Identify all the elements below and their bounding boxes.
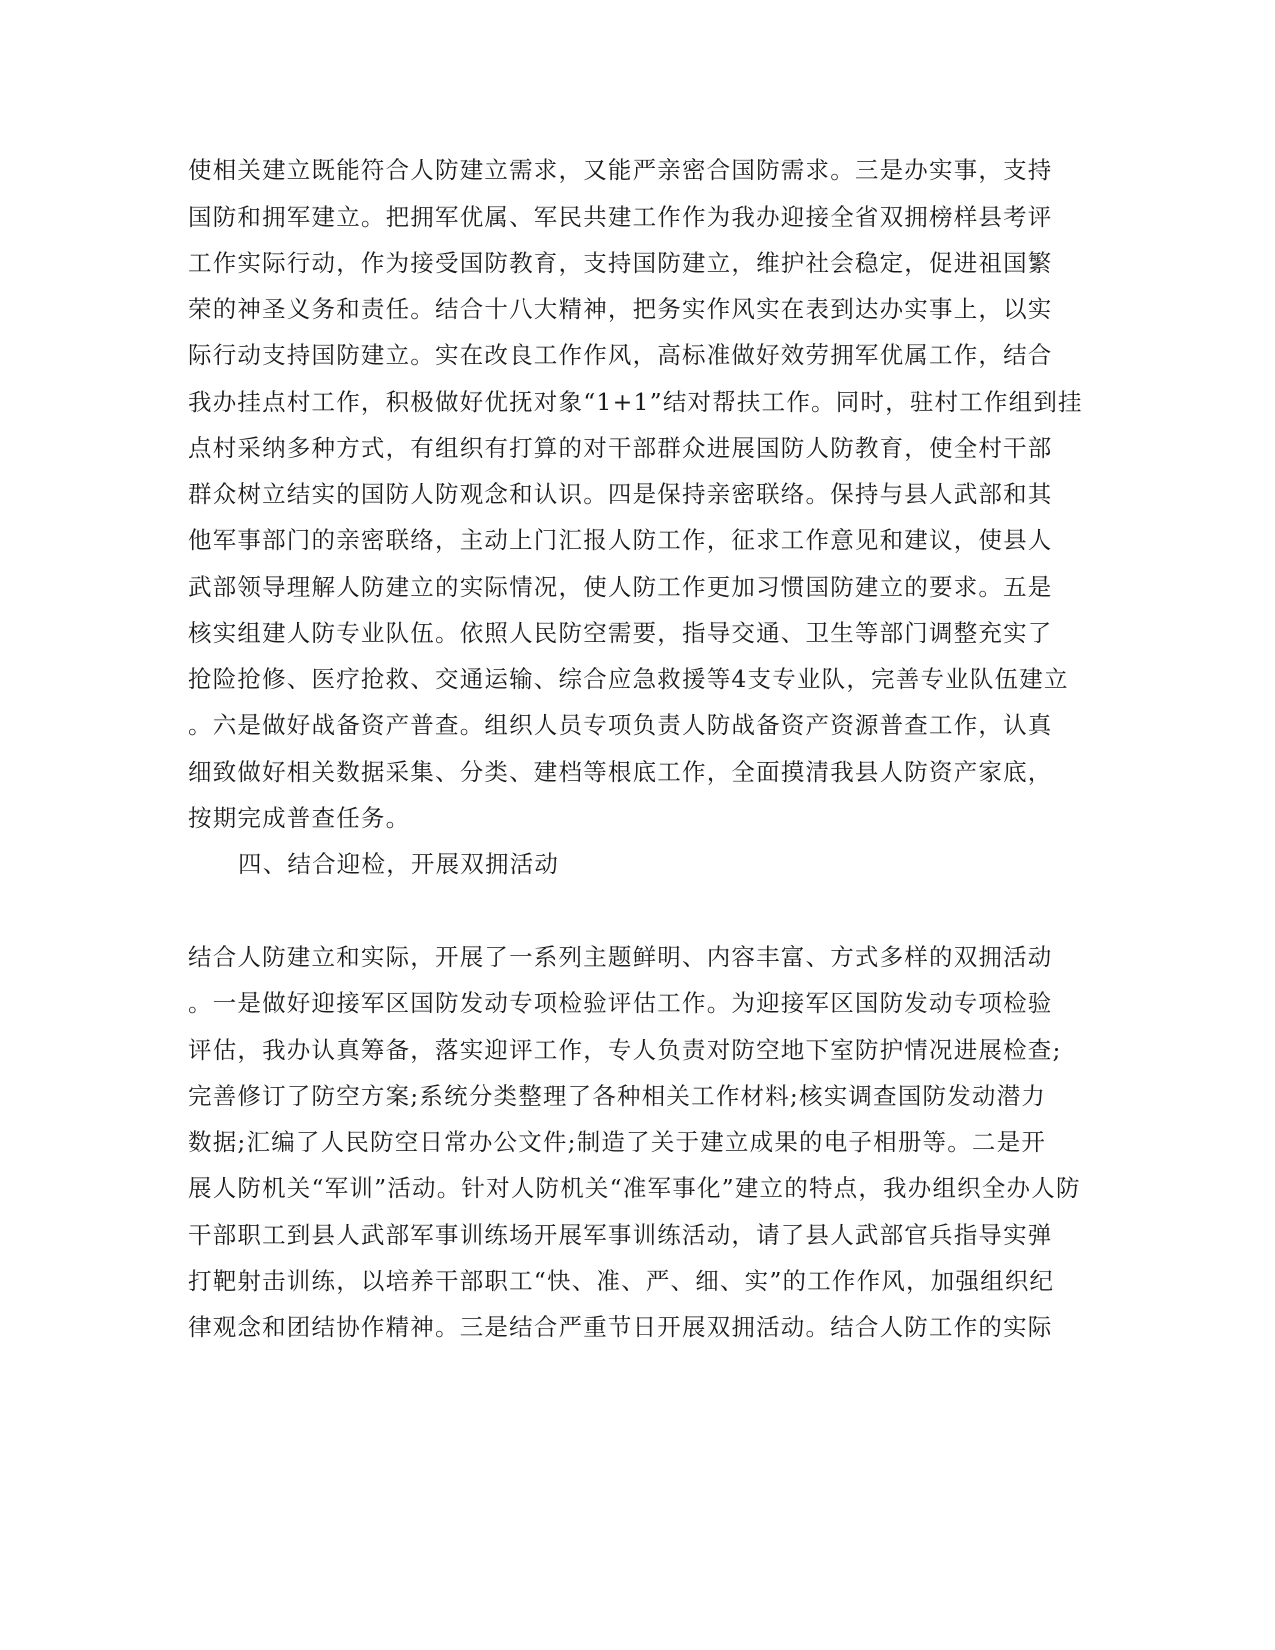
paragraph2-line-7: 干部职工到县人武部军事训练场开展军事训练活动，请了县人武部官兵指导实弹 — [188, 1221, 1053, 1249]
paragraph1-line-2: 国防和拥军建立。把拥军优属、军民共建工作作为我办迎接全省双拥榜样县考评 — [188, 203, 1053, 231]
section-heading: 四、结合迎检，开展双拥活动 — [238, 850, 560, 878]
paragraph1-line-12: 抢险抢修、医疗抢救、交通运输、综合应急救援等4支专业队，完善专业队伍建立 — [188, 665, 1069, 693]
paragraph1-line-11: 核实组建人防专业队伍。依照人民防空需要，指导交通、卫生等部门调整充实了 — [188, 619, 1053, 647]
paragraph2-line-9: 律观念和团结协作精神。三是结合严重节日开展双拥活动。结合人防工作的实际 — [188, 1313, 1053, 1341]
paragraph1-line-6: 我办挂点村工作，积极做好优抚对象“1+1”结对帮扶工作。同时，驻村工作组到挂 — [188, 388, 1083, 416]
paragraph1-line-15: 按期完成普查任务。 — [188, 804, 411, 832]
paragraph2-line-5: 数据;汇编了人民防空日常办公文件;制造了关于建立成果的电子相册等。二是开 — [188, 1128, 1047, 1156]
paragraph2-line-3: 评估，我办认真筹备，落实迎评工作，专人负责对防空地下室防护情况进展检查; — [188, 1036, 1062, 1064]
paragraph1-line-7: 点村采纳多种方式，有组织有打算的对干部群众进展国防人防教育，使全村干部 — [188, 434, 1053, 462]
paragraph2-line-8: 打靶射击训练，以培养干部职工“快、准、严、细、实”的工作作风，加强组织纪 — [188, 1267, 1055, 1295]
paragraph2-line-4: 完善修订了防空方案;系统分类整理了各种相关工作材料;核实调查国防发动潜力 — [188, 1082, 1047, 1110]
paragraph1-line-13: 。六是做好战备资产普查。组织人员专项负责人防战备资产资源普查工作，认真 — [188, 711, 1053, 739]
paragraph2-line-1: 结合人防建立和实际，开展了一系列主题鲜明、内容丰富、方式多样的双拥活动 — [188, 943, 1053, 971]
paragraph1-line-10: 武部领导理解人防建立的实际情况，使人防工作更加习惯国防建立的要求。五是 — [188, 573, 1053, 601]
paragraph1-line-1: 使相关建立既能符合人防建立需求，又能严亲密合国防需求。三是办实事，支持 — [188, 156, 1053, 184]
paragraph1-line-9: 他军事部门的亲密联络，主动上门汇报人防工作，征求工作意见和建议，使县人 — [188, 526, 1053, 554]
paragraph1-line-8: 群众树立结实的国防人防观念和认识。四是保持亲密联络。保持与县人武部和其 — [188, 480, 1053, 508]
paragraph2-line-2: 。一是做好迎接军区国防发动专项检验评估工作。为迎接军区国防发动专项检验 — [188, 989, 1053, 1017]
paragraph1-line-4: 荣的神圣义务和责任。结合十八大精神，把务实作风实在表到达办实事上，以实 — [188, 295, 1053, 323]
paragraph1-line-14: 细致做好相关数据采集、分类、建档等根底工作，全面摸清我县人防资产家底， — [188, 758, 1053, 786]
paragraph2-line-6: 展人防机关“军训”活动。针对人防机关“准军事化”建立的特点，我办组织全办人防 — [188, 1174, 1081, 1202]
paragraph1-line-3: 工作实际行动，作为接受国防教育，支持国防建立，维护社会稳定，促进祖国繁 — [188, 249, 1053, 277]
paragraph1-line-5: 际行动支持国防建立。实在改良工作作风，高标准做好效劳拥军优属工作，结合 — [188, 341, 1053, 369]
